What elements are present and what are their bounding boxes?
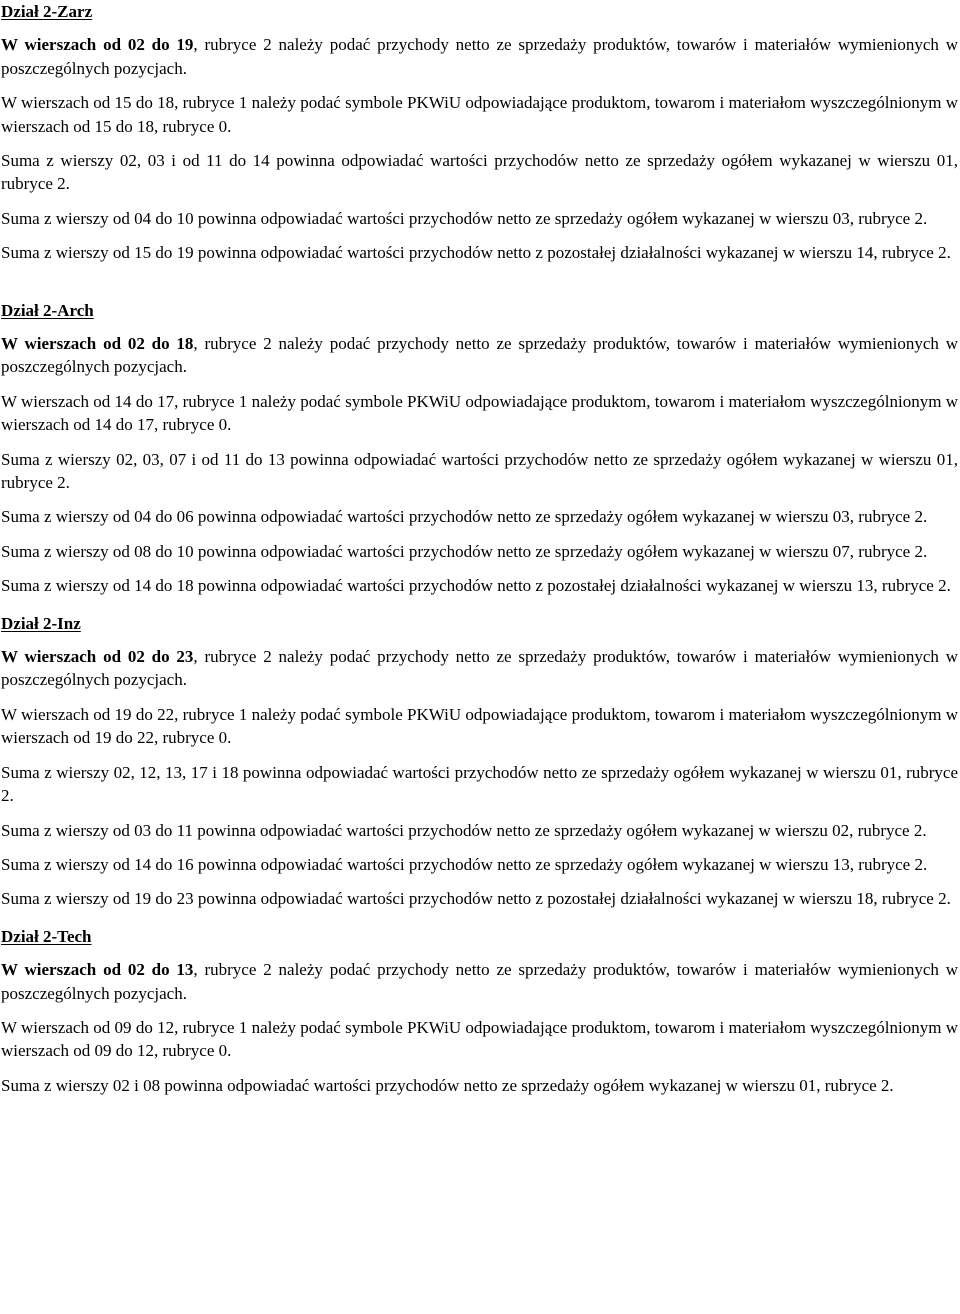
paragraph-text: Suma z wierszy od 04 do 06 powinna odpowiadać wartości przychodów netto ze sprzedaży ogółem wykazanej w wierszu 03, rubryce 2.	[1, 507, 928, 527]
paragraph-text: Suma z wierszy 02, 03, 07 i od 11 do 13 powinna odpowiadać wartości przychodów netto ze sprzedaży ogółem wykazanej w wierszu 01, rubryce 2.	[1, 449, 958, 493]
document-page	[1, 0, 958, 1097]
paragraph-text: Suma z wierszy od 14 do 16 powinna odpowiadać wartości przychodów netto ze sprzedaży ogółem wykazanej w wierszu 13, rubryce 2.	[1, 854, 928, 874]
section-arch	[1, 299, 958, 598]
paragraph-lead: W wierszach od 02 do 13	[1, 960, 194, 980]
paragraph	[1, 1074, 958, 1097]
paragraph	[1, 887, 958, 910]
section-zarz	[1, 0, 958, 265]
paragraph	[1, 91, 958, 138]
section-title: Dział 2-Arch	[1, 300, 94, 320]
paragraph-text: Suma z wierszy od 15 do 19 powinna odpowiadać wartości przychodów netto z pozostałej działalności wykazanej w wierszu 14, rubryce 2.	[1, 243, 951, 263]
paragraph-text: , rubryce 2 należy podać przychody netto ze sprzedaży produktów, towarów i materiałów wymienionych w poszczególnych pozycjach.	[1, 334, 958, 377]
section-title: Dział 2-Zarz	[1, 2, 93, 21]
paragraph-text: Suma z wierszy 02, 12, 13, 17 i 18 powinna odpowiadać wartości przychodów netto ze sprzedaży ogółem wykazanej w wierszu 01, rubryce 2.	[1, 762, 958, 806]
paragraph	[1, 853, 958, 876]
paragraph	[1, 574, 958, 597]
paragraph-text: Suma z wierszy od 19 do 23 powinna odpowiadać wartości przychodów netto z pozostałej działalności wykazanej w wierszu 18, rubryce 2.	[1, 889, 951, 909]
paragraph	[1, 332, 958, 379]
paragraph	[1, 505, 958, 528]
paragraph-text: , rubryce 2 należy podać przychody netto ze sprzedaży produktów, towarów i materiałów wymienionych w poszczególnych pozycjach.	[1, 35, 958, 78]
paragraph-text: Suma z wierszy od 04 do 10 powinna odpowiadać wartości przychodów netto ze sprzedaży ogółem wykazanej w wierszu 03, rubryce 2.	[1, 208, 928, 228]
paragraph-lead: W wierszach od 02 do 18	[1, 334, 194, 354]
section-inz	[1, 612, 958, 911]
section-tech	[1, 925, 958, 1097]
paragraph	[1, 958, 958, 1005]
section-title: Dział 2-Inz	[1, 613, 81, 633]
paragraph-text: Suma z wierszy 02 i 08 powinna odpowiadać wartości przychodów netto ze sprzedaży ogółem wykazanej w wierszu 01, rubryce 2.	[1, 1075, 894, 1095]
paragraph-text: Suma z wierszy od 14 do 18 powinna odpowiadać wartości przychodów netto z pozostałej działalności wykazanej w wierszu 13, rubryce 2.	[1, 576, 951, 596]
paragraph-text: W wierszach od 14 do 17, rubryce 1 należy podać symbole PKWiU odpowiadające produktom, towarom i materiałom wyszczególnionym w wierszach od 14 do 17, rubryce 0.	[1, 391, 958, 435]
paragraph-text: Suma z wierszy od 03 do 11 powinna odpowiadać wartości przychodów netto ze sprzedaży ogółem wykazanej w wierszu 02, rubryce 2.	[1, 820, 927, 840]
paragraph	[1, 149, 958, 196]
paragraph-text: Suma z wierszy 02, 03 i od 11 do 14 powinna odpowiadać wartości przychodów netto ze sprzedaży ogółem wykazanej w wierszu 01, rubryce 2.	[1, 151, 958, 194]
paragraph	[1, 703, 958, 750]
paragraph	[1, 33, 958, 80]
paragraph-text: W wierszach od 15 do 18, rubryce 1 należy podać symbole PKWiU odpowiadające produktom, towarom i materiałom wyszczególnionym w wierszach od 15 do 18, rubryce 0.	[1, 93, 958, 136]
paragraph-text: W wierszach od 19 do 22, rubryce 1 należy podać symbole PKWiU odpowiadające produktom, towarom i materiałom wyszczególnionym w wierszach od 19 do 22, rubryce 0.	[1, 704, 958, 748]
paragraph	[1, 207, 958, 230]
paragraph	[1, 540, 958, 563]
paragraph-text: Suma z wierszy od 08 do 10 powinna odpowiadać wartości przychodów netto ze sprzedaży ogółem wykazanej w wierszu 07, rubryce 2.	[1, 541, 928, 561]
paragraph	[1, 448, 958, 495]
paragraph-lead: W wierszach od 02 do 23	[1, 647, 194, 667]
paragraph	[1, 761, 958, 808]
paragraph	[1, 645, 958, 692]
paragraph	[1, 1016, 958, 1063]
paragraph	[1, 390, 958, 437]
paragraph-text: W wierszach od 09 do 12, rubryce 1 należy podać symbole PKWiU odpowiadające produktom, towarom i materiałom wyszczególnionym w wierszach od 09 do 12, rubryce 0.	[1, 1017, 958, 1061]
paragraph-text: , rubryce 2 należy podać przychody netto ze sprzedaży produktów, towarów i materiałów wymienionych w poszczególnych pozycjach.	[1, 960, 958, 1003]
paragraph	[1, 241, 958, 264]
paragraph-lead: W wierszach od 02 do 19	[1, 35, 194, 55]
paragraph	[1, 819, 958, 842]
section-title: Dział 2-Tech	[1, 926, 92, 946]
paragraph-text: , rubryce 2 należy podać przychody netto ze sprzedaży produktów, towarów i materiałów wymienionych w poszczególnych pozycjach.	[1, 647, 958, 690]
